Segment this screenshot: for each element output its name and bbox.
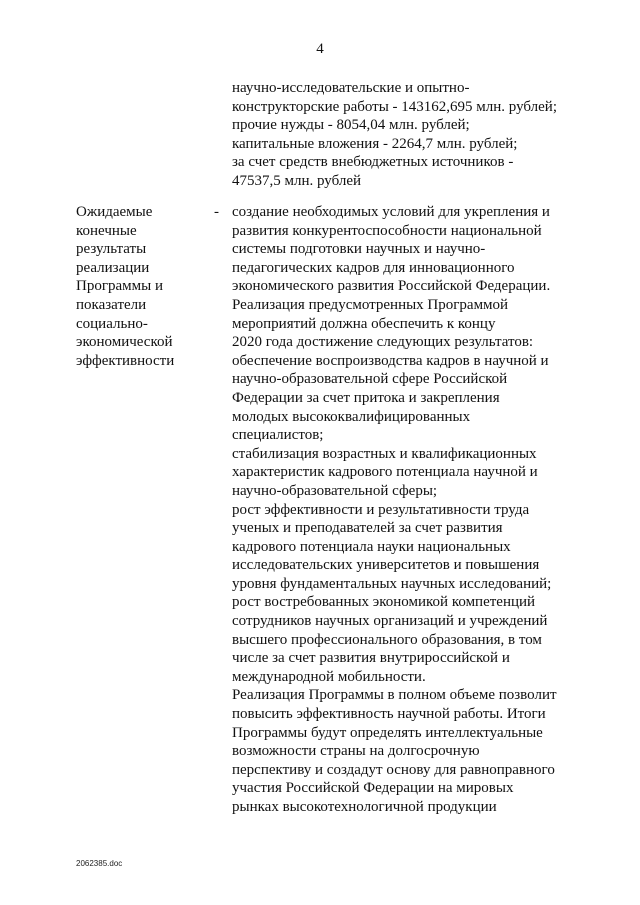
section-text-line: исследовательских университетов и повышения [232, 557, 540, 574]
section-text-line: научно-образовательной сферы; [232, 482, 438, 499]
section-text-line: кадрового потенциала науки национальных [232, 538, 511, 555]
section-dash: - [214, 204, 219, 220]
section-text-line: Реализация предусмотренных Программой [232, 296, 509, 313]
section-text-line: обеспечение воспроизводства кадров в научной и [232, 352, 549, 369]
section-text-line: экономического развития Российской Федерации. [232, 278, 551, 295]
section-label-line: конечные [76, 222, 137, 239]
section-label-line: Ожидаемые [76, 204, 153, 220]
section-text-line: развития конкурентоспособности национальной [232, 222, 542, 239]
section-text-line: Программы будут определять интеллектуальные [232, 724, 543, 741]
section-label-line: социально- [76, 315, 148, 332]
section-label-line: результаты [76, 241, 147, 258]
section-text-line: рост эффективности и результативности труда [232, 501, 530, 518]
section-text-line: рост востребованных экономикой компетенций [232, 594, 536, 611]
section-label-line: экономической [76, 334, 173, 351]
section-text-line: молодых высококвалифицированных [232, 408, 471, 425]
section-text [232, 203, 602, 817]
section-text-line: характеристик кадрового потенциала научной и [232, 464, 538, 481]
section-label [76, 203, 216, 370]
funding-line: 47537,5 млн. рублей [232, 172, 362, 189]
section-text-line: мероприятий должна обеспечить к концу [232, 315, 496, 332]
funding-line: конструкторские работы - 143162,695 млн. рублей; [232, 98, 558, 115]
section-text-line: специалистов; [232, 427, 324, 444]
section-text-line: высшего профессионального образования, в том [232, 631, 542, 648]
section-label-line: эффективности [76, 352, 175, 369]
funding-line: прочие нужды - 8054,04 млн. рублей; [232, 117, 470, 134]
page-number: 4 [316, 41, 324, 57]
section-text-line: участия Российской Федерации на мировых [232, 780, 514, 797]
section-text-line: повысить эффективность научной работы. Итоги [232, 706, 546, 723]
section-text-line: научно-образовательной сфере Российской [232, 371, 508, 388]
section-text-line: числе за счет развития внутрироссийской и [232, 650, 510, 667]
section-label-line: Программы и [76, 278, 163, 295]
section-text-line: создание необходимых условий для укрепления и [232, 204, 550, 220]
footer-filename: 2062385.doc [76, 859, 123, 868]
section-text-line: педагогических кадров для инновационного [232, 259, 515, 276]
section-text-line: 2020 года достижение следующих результатов: [232, 334, 534, 351]
funding-line: за счет средств внебюджетных источников - [232, 154, 514, 171]
funding-line: капитальные вложения - 2264,7 млн. рублей; [232, 135, 518, 152]
section-text-line: Реализация Программы в полном объеме позволит [232, 687, 557, 704]
section-text-line: перспективу и создадут основу для равноправного [232, 761, 555, 778]
section-label-line: реализации [76, 259, 150, 276]
section-text-line: уровня фундаментальных научных исследований; [232, 575, 552, 592]
section-text-line: ученых и преподавателей за счет развития [232, 520, 503, 537]
funding-line: научно-исследовательские и опытно- [232, 80, 470, 96]
section-text-line: возможности страны на долгосрочную [232, 743, 480, 760]
funding-breakdown [232, 79, 602, 191]
section-text-line: системы подготовки научных и научно- [232, 241, 486, 258]
section-text-line: рынках высокотехнологичной продукции [232, 799, 497, 815]
section-text-line: международной мобильности. [232, 668, 426, 685]
section-text-line: стабилизация возрастных и квалификационных [232, 445, 537, 462]
section-label-line: показатели [76, 296, 147, 313]
section-text-line: сотрудников научных организаций и учреждений [232, 613, 548, 630]
section-text-line: Федерации за счет притока и закрепления [232, 389, 500, 406]
